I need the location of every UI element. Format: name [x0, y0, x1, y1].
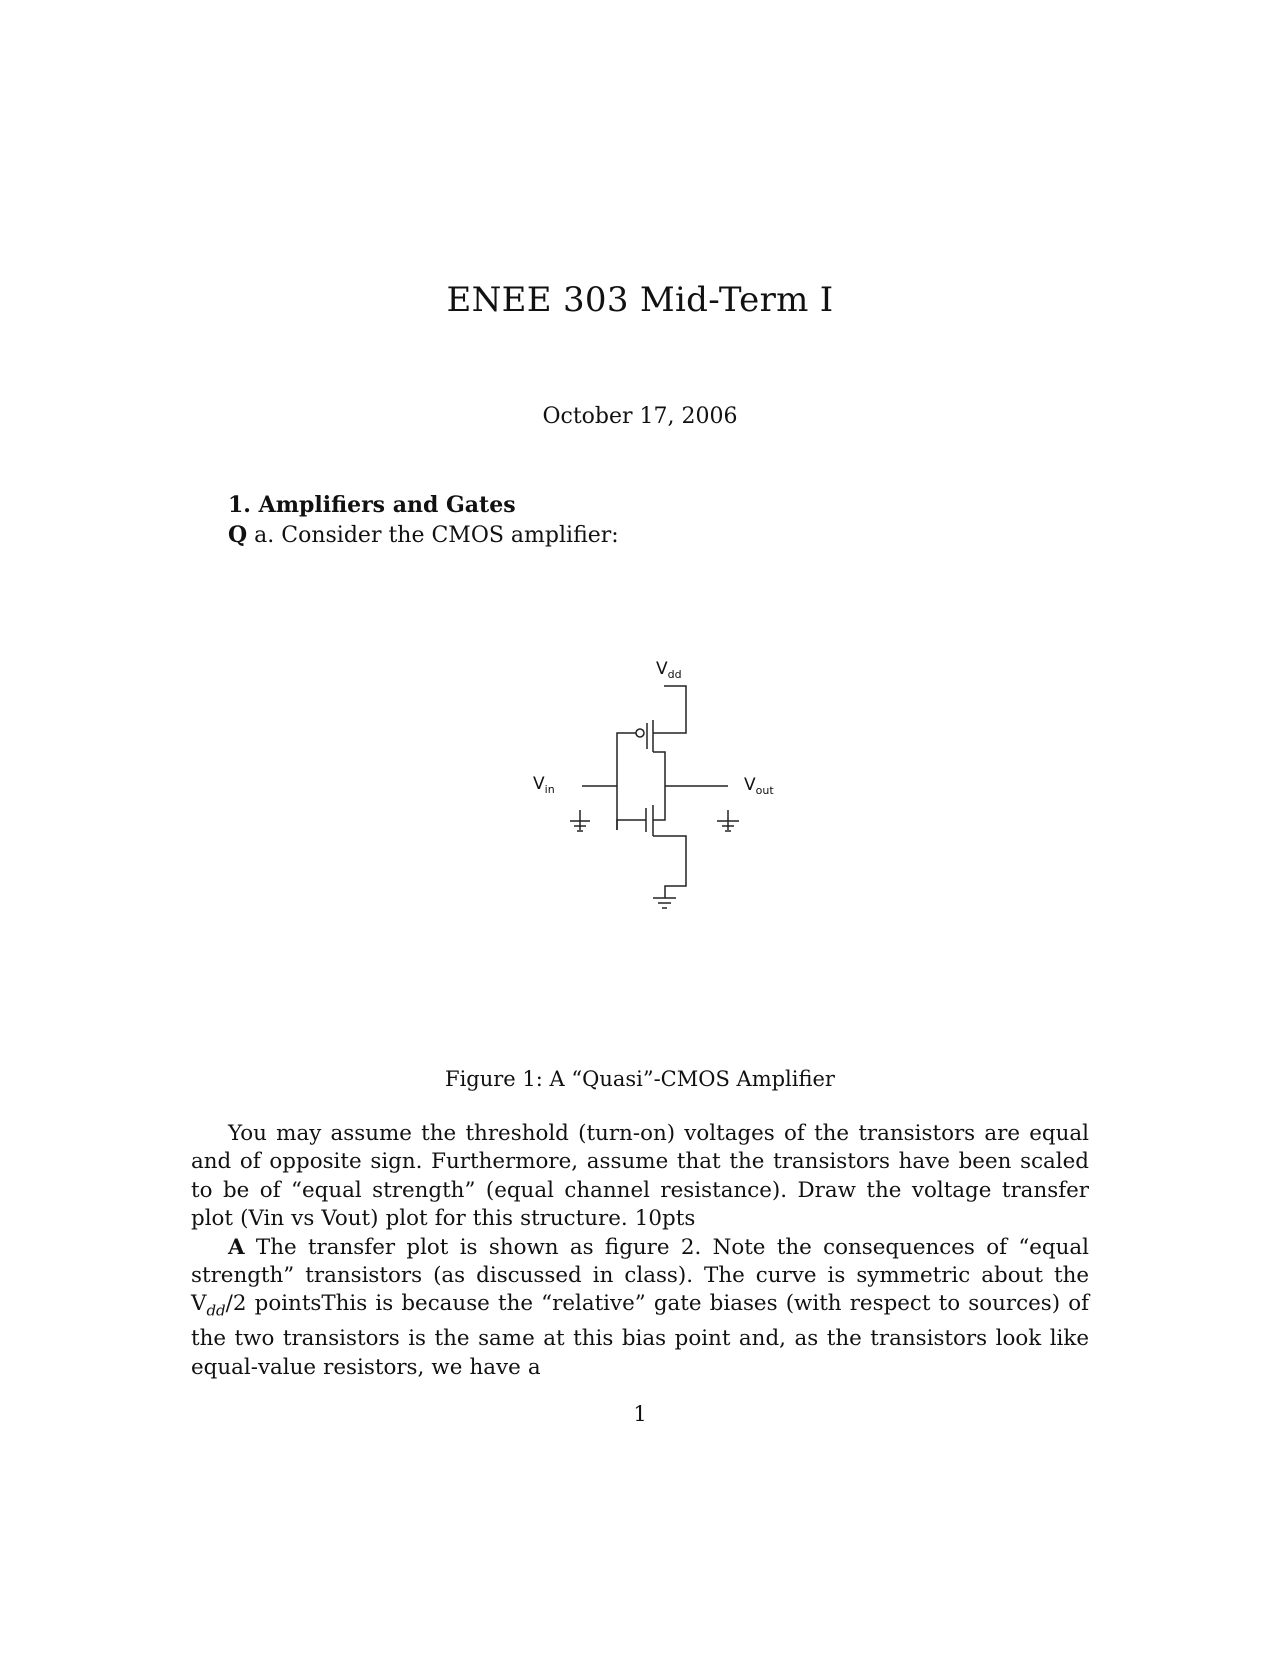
- answer-text-after: /2 pointsThis is because the “relative” gate biases (with respect to sources) of the two transistors is the same at this bias point and, as the transistors look like equal-value resistors, we have a: [191, 1291, 1089, 1380]
- answer-marker: A: [228, 1234, 245, 1260]
- vdd-label: $V_{dd}$: [656, 659, 682, 681]
- vin-ground-icon: [570, 810, 590, 831]
- pmos-gate-lead: [617, 733, 636, 830]
- pmos-gate-bubble: [636, 729, 644, 737]
- ground-icon: [653, 898, 676, 908]
- pmos-drain-wire: [653, 752, 665, 820]
- vout-label: $V_{out}$: [744, 775, 774, 797]
- vdd-wire: [653, 686, 686, 733]
- answer-subscript: dd: [206, 1301, 226, 1320]
- question-text: a. Consider the CMOS amplifier:: [247, 523, 619, 548]
- vout-ground-icon: [717, 810, 739, 831]
- answer-text-before: The transfer plot is shown as figure 2. Note the consequences of “equal strength” transistors (as discussed in class). The curve is symmetric about the V: [191, 1234, 1089, 1317]
- paragraph-answer: [191, 1234, 1089, 1382]
- question-marker: Q: [228, 522, 248, 548]
- nmos-gate-lead: [617, 820, 646, 830]
- vin-label: $V_{in}$: [533, 774, 555, 796]
- body-text: [191, 1120, 1089, 1382]
- question-a: [228, 522, 619, 548]
- page-number: 1: [633, 1402, 647, 1426]
- figure-caption: Figure 1: A “Quasi”-CMOS Amplifier: [445, 1067, 835, 1091]
- nmos-source-wire: [653, 836, 686, 898]
- document-date: October 17, 2006: [542, 404, 738, 429]
- page-title: ENEE 303 Mid-Term I: [446, 280, 834, 320]
- section-heading: 1. Amplifiers and Gates: [228, 492, 516, 518]
- paragraph-question: You may assume the threshold (turn-on) voltages of the transistors are equal and of opposite sign. Furthermore, assume that the transistors have been scaled to be of “equal strength” (equal channel resistance). Draw the voltage transfer plot (Vin vs Vout) plot for this structure. 10pts: [191, 1121, 1089, 1232]
